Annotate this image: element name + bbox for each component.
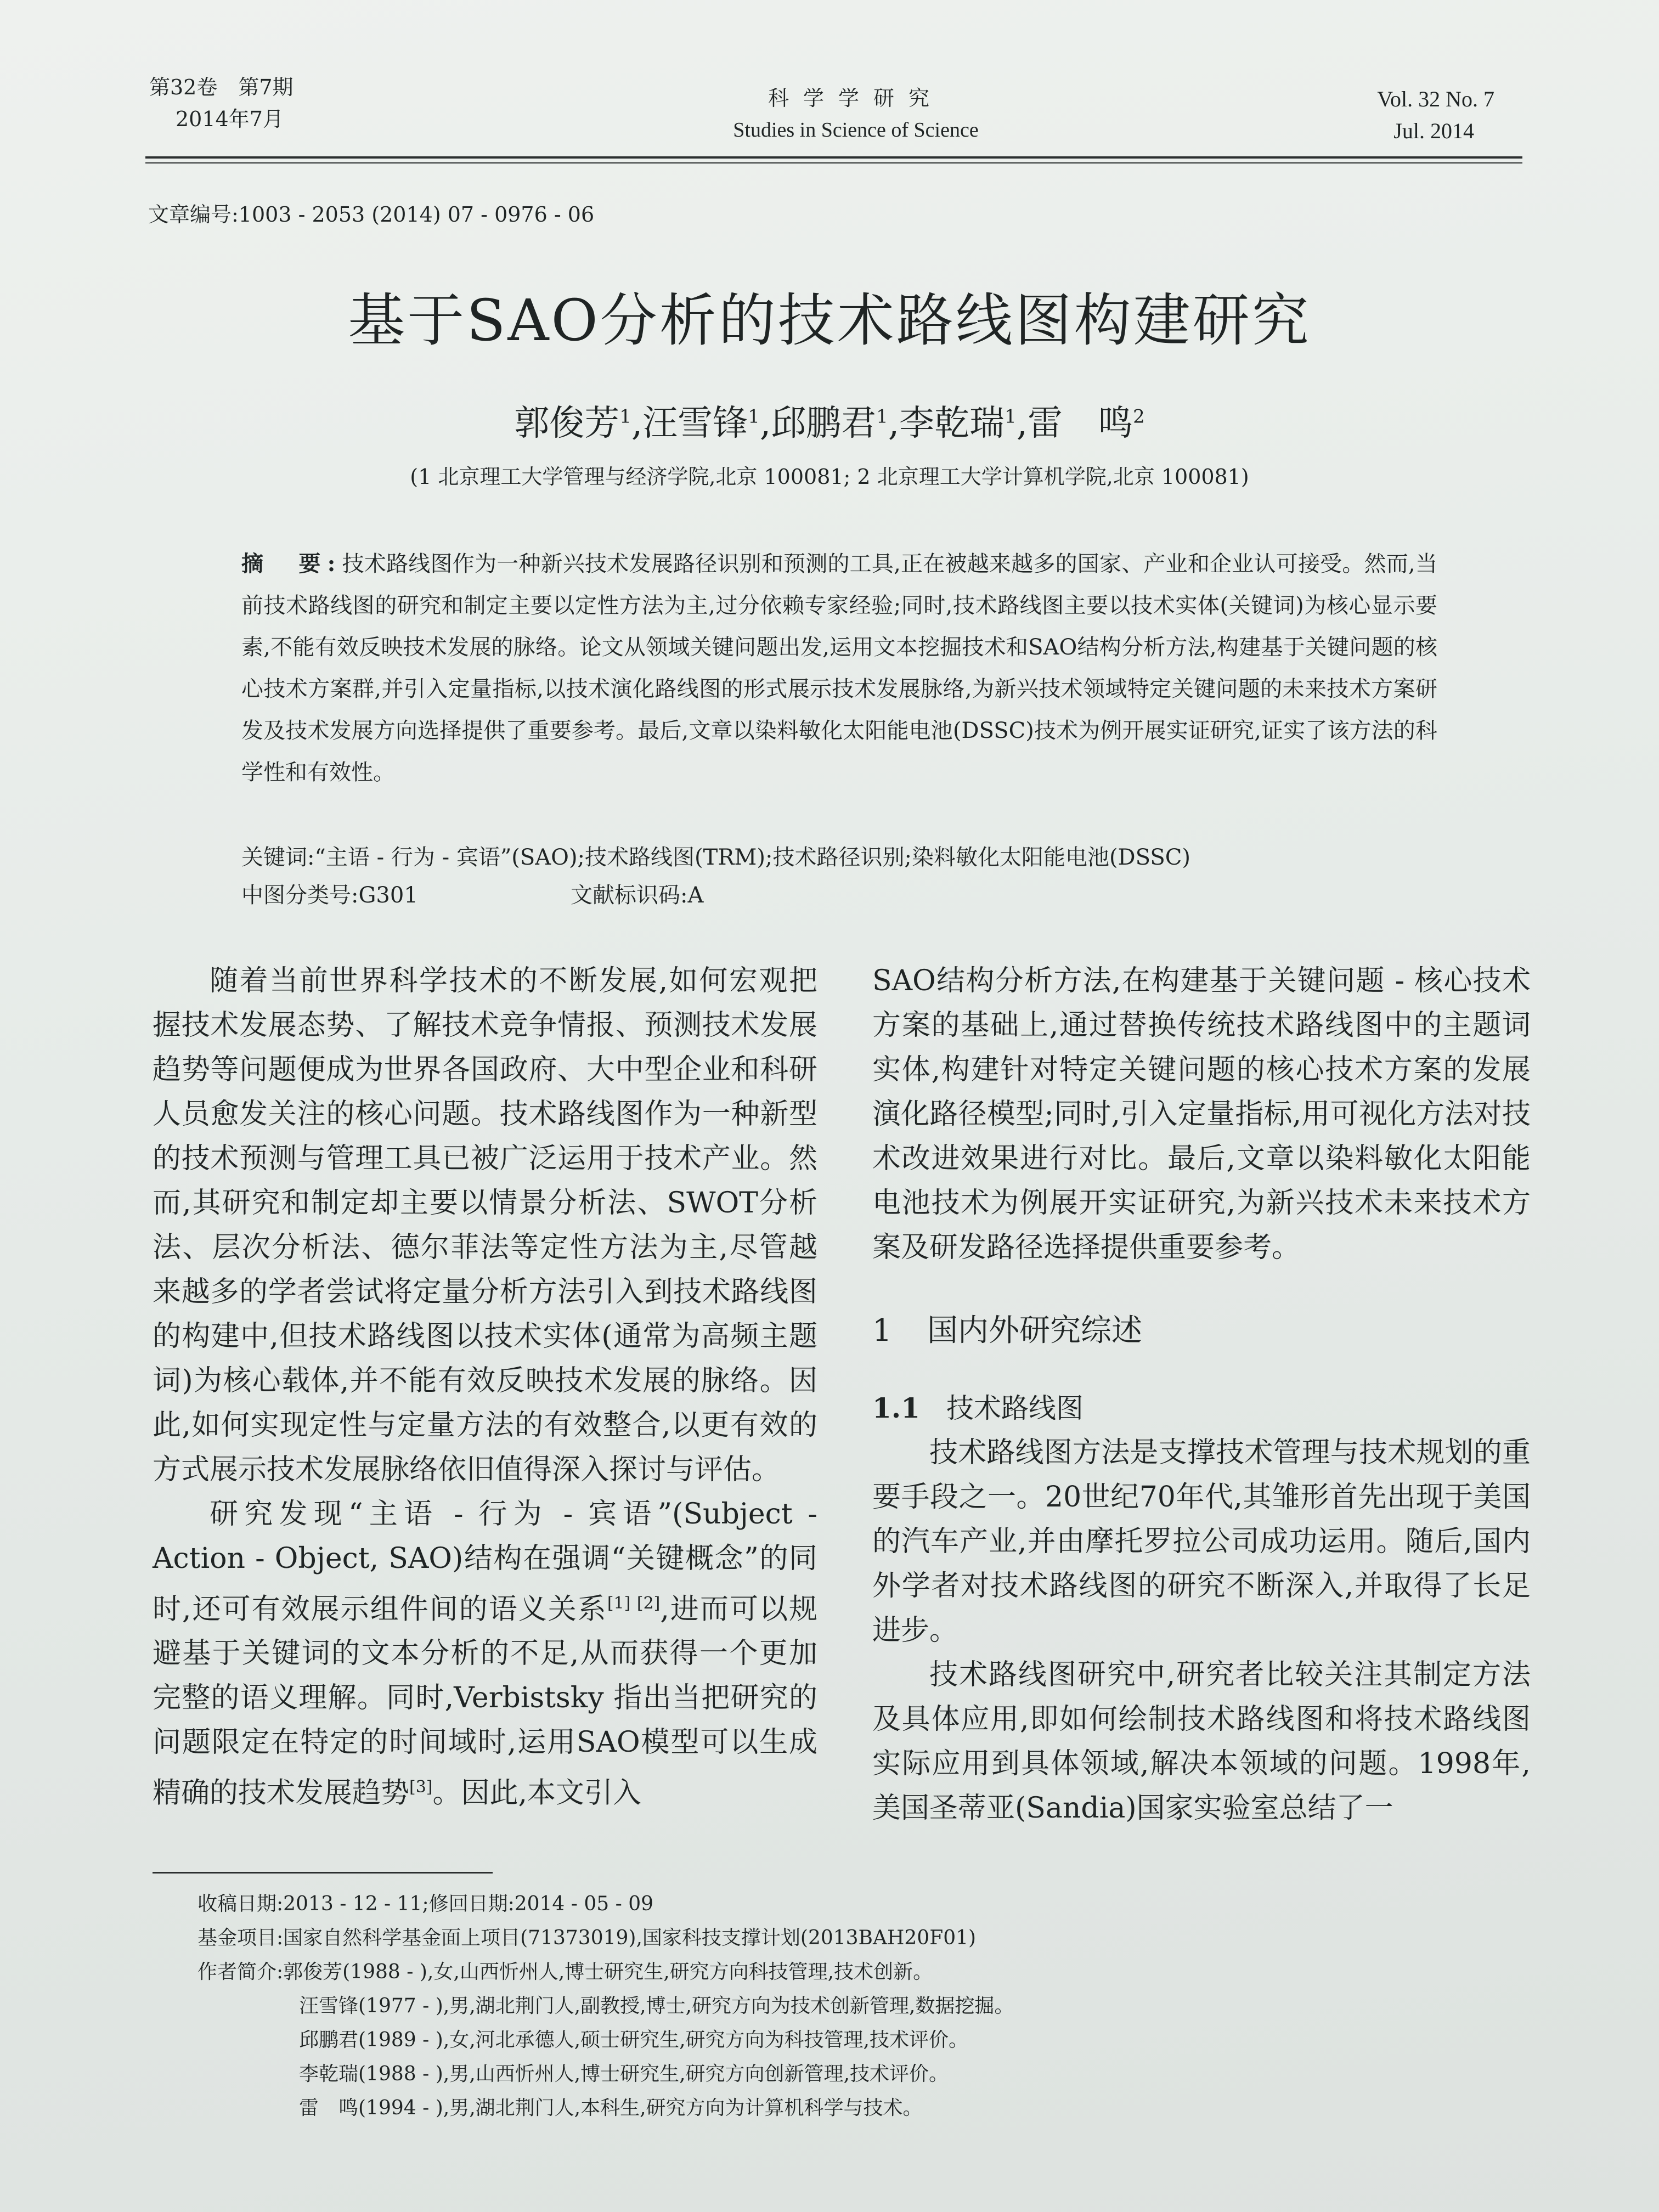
author-name: 邱鹏君 (771, 403, 877, 444)
text-run: ,进而可以规避基于关键词的文本分析的不足,从而获得一个更加完整的语义理解。同时,Verbistsky 指出当把研究的问题限定在特定的时间域时,运用SAO模型可以生成精确的技术发展趋势 (153, 1593, 817, 1810)
author-bio: 邱鹏君(1989 - ),女,河北承德人,硕士研究生,研究方向为科技管理,技术评价。 (299, 2029, 968, 2051)
paper-title: 基于SAO分析的技术路线图构建研究 (348, 287, 1311, 354)
keywords: 关键词:“主语 - 行为 - 宾语”(SAO);技术路线图(TRM);技术路径识别;染料敏化太阳能电池(DSSC) (241, 845, 1190, 870)
author-name: 李乾瑞 (899, 403, 1005, 444)
author-bio: 作者简介:郭俊芳(1988 - ),女,山西忻州人,博士研究生,研究方向科技管理,技术创新。 (198, 1961, 933, 1983)
author-bio: 李乾瑞(1988 - ),男,山西忻州人,博士研究生,研究方向创新管理,技术评价。 (299, 2063, 949, 2085)
section-number: 1 (872, 1313, 892, 1348)
author-affiliation-mark: 1 (619, 405, 631, 428)
body-paragraph (153, 1492, 817, 1816)
author-affiliation-mark: 2 (1133, 405, 1145, 428)
author-affiliation-mark: 1 (876, 405, 888, 428)
citation-ref: [3] (409, 1778, 433, 1797)
header-rule-thin (145, 162, 1522, 163)
body-paragraph: 技术路线图研究中,研究者比较关注其制定方法及具体应用,即如何绘制技术路线图和将技术路线图实际应用到具体领域,解决本领域的问题。1998年,美国圣蒂亚(Sandia)国家实验室总结了一 (872, 1658, 1531, 1825)
author-name: 雷 鸣 (1028, 403, 1133, 444)
journal-name-en: Studies in Science of Science (733, 119, 979, 142)
body-column-right (872, 959, 1531, 1831)
volume-issue-en: Vol. 32 No. 7 (1377, 87, 1494, 111)
body-paragraph: 技术路线图方法是支撑技术管理与技术规划的重要手段之一。20世纪70年代,其雏形首先出现于美国的汽车产业,并由摩托罗拉公司成功运用。随后,国内外学者对技术路线图的研究不断深入,并取得了长足进步。 (872, 1436, 1531, 1647)
article-number: 文章编号:1003 - 2053 (2014) 07 - 0976 - 06 (148, 202, 595, 227)
author-bio: 汪雪锋(1977 - ),男,湖北荆门人,副教授,博士,研究方向为技术创新管理,数据挖掘。 (299, 1995, 1014, 2017)
header-rule-thick (145, 156, 1522, 159)
affiliations: (1 北京理工大学管理与经济学院,北京 100081; 2 北京理工大学计算机学院,北京 100081) (410, 465, 1249, 489)
author-bio: 雷 鸣(1994 - ),男,湖北荆门人,本科生,研究方向为计算机科学与技术。 (299, 2097, 923, 2119)
author-name: 汪雪锋 (642, 403, 748, 444)
date-en: Jul. 2014 (1393, 119, 1474, 143)
clc-number: 中图分类号:G301 (241, 883, 418, 908)
subsection-number: 1.1 (872, 1392, 920, 1424)
abstract (241, 543, 1437, 793)
header-left (149, 71, 294, 135)
body-paragraph: SAO结构分析方法,在构建基于关键问题 - 核心技术方案的基础上,通过替换传统技术路线图中的主题词实体,构建针对特定关键问题的核心技术方案的发展演化路径模型;同时,引入定量指标,用可视化方法对技术改进效果进行对比。最后,文章以染料敏化太阳能电池技术为例展开实证研究,为新兴技术未来技术方案及研发路径选择提供重要参考。 (872, 964, 1531, 1264)
footnotes (198, 1887, 1514, 2125)
author-list: 郭俊芳$^1$,汪雪锋$^1$,邱鹏君$^1$,李乾瑞$^1$,雷 鸣$^2$ (514, 403, 1145, 444)
volume-issue-cn: 第32卷 第7期 (149, 75, 294, 99)
body-paragraph: 随着当前世界科学技术的不断发展,如何宏观把握技术发展态势、了解技术竞争情报、预测技术发展趋势等问题便成为世界各国政府、大中型企业和科研人员愈发关注的核心问题。技术路线图作为一种新型的技术预测与管理工具已被广泛运用于技术产业。然而,其研究和制定却主要以情景分析法、SWOT分析法、层次分析法、德尔菲法等定性方法为主,尽管越来越多的学者尝试将定量分析方法引入到技术路线图的构建中,但技术路线图以技术实体(通常为高频主题词)为核心载体,并不能有效反映技术发展的脉络。因此,如何实现定性与定量方法的有效整合,以更有效的方式展示技术发展脉络依旧值得深入探讨与评估。 (153, 964, 817, 1486)
document-code: 文献标识码:A (571, 883, 704, 908)
funding: 基金项目:国家自然科学基金面上项目(71373019),国家科技支撑计划(2013BAH20F01) (198, 1927, 977, 1949)
classification-line (241, 878, 703, 909)
author-affiliation-mark: 1 (1005, 405, 1017, 428)
subsection-heading (872, 1386, 1531, 1431)
header-center (702, 82, 1009, 146)
author-name: 郭俊芳 (514, 403, 620, 444)
body-column-left (153, 959, 817, 1816)
section-title: 国内外研究综述 (927, 1313, 1142, 1348)
date-cn: 2014年7月 (176, 107, 284, 131)
header-right (1377, 83, 1494, 147)
received-date: 收稿日期:2013 - 12 - 11;修回日期:2014 - 05 - 09 (198, 1893, 654, 1915)
citation-ref: [1] [2] (607, 1594, 661, 1613)
subsection-title: 技术路线图 (946, 1392, 1084, 1424)
abstract-text: 技术路线图作为一种新兴技术发展路径识别和预测的工具,正在被越来越多的国家、产业和企业认可接受。然而,当前技术路线图的研究和制定主要以定性方法为主,过分依赖专家经验;同时,技术路线图主要以技术实体(关键词)为核心显示要素,不能有效反映技术发展的脉络。论文从领域关键问题出发,运用文本挖掘技术和SAO结构分析方法,构建基于关键问题的核心技术方案群,并引入定量指标,以技术演化路线图的形式展示技术发展脉络,为新兴技术领域特定关键问题的未来技术方案研发及技术发展方向选择提供了重要参考。最后,文章以染料敏化太阳能电池(DSSC)技术为例开展实证研究,证实了该方法的科学性和有效性。 (241, 551, 1437, 785)
footnote-rule (153, 1872, 493, 1874)
section-heading (872, 1308, 1531, 1353)
author-affiliation-mark: 1 (748, 405, 760, 428)
journal-name-cn: 科学学研究 (768, 86, 944, 110)
text-run: 。因此,本文引入 (432, 1776, 642, 1810)
text-run: 研究发现“主语 - 行为 - 宾语”(Subject - Action - Object, SAO)结构在强调“关键概念”的同时,还可有效展示组件间的语义关系 (153, 1498, 817, 1626)
abstract-label: 摘 要: (241, 551, 342, 577)
